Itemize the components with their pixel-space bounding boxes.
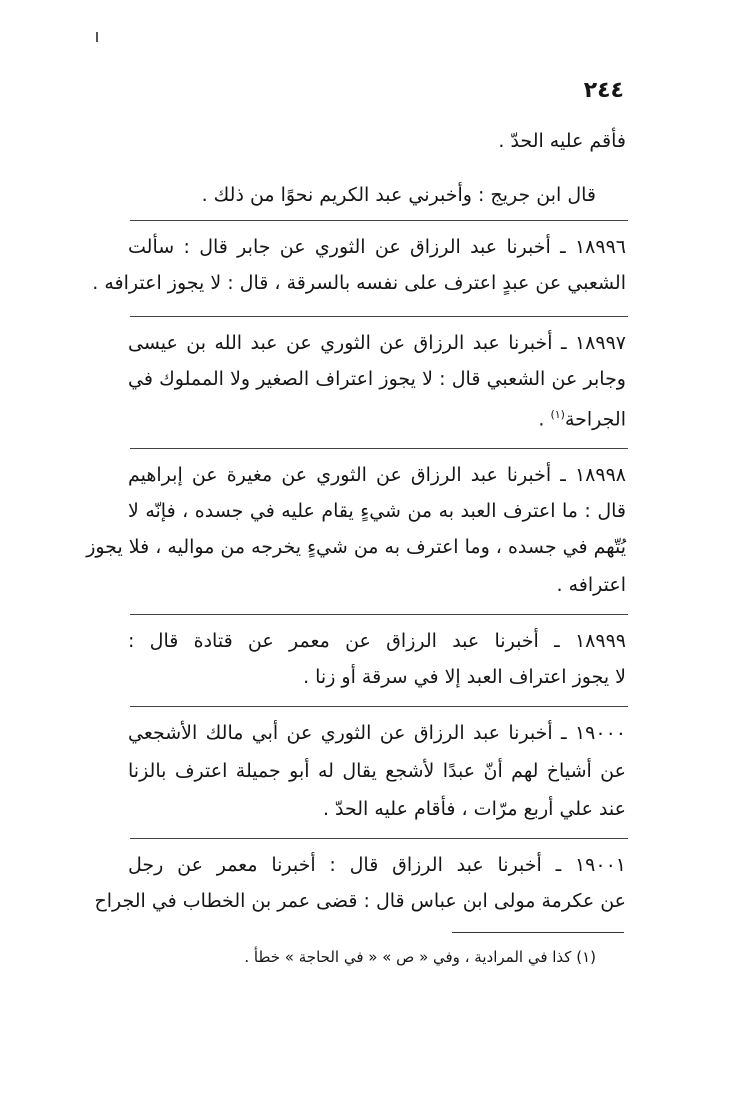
- hadith-divider: [130, 706, 628, 707]
- hadith-divider: [130, 614, 628, 615]
- text-line: ١٩٠٠٠ ـ أخبرنا عبد الرزاق عن الثوري عن أبي مالك الأشجعي: [128, 722, 626, 744]
- hadith-divider: [130, 448, 628, 449]
- text-line: اعترافه .: [556, 574, 626, 596]
- hadith-divider: [130, 838, 628, 839]
- text-line: ١٨٩٩٦ ـ أخبرنا عبد الرزاق عن الثوري عن جابر قال : سألت: [128, 236, 626, 258]
- text-line: يُتّهم في جسده ، وما اعترف به من شيءٍ يخرجه من مواليه ، فلا يجوز: [86, 536, 626, 558]
- footnote-rule: [452, 932, 624, 933]
- text-line: الشعبي عن عبدٍ اعترف على نفسه بالسرقة ، قال : لا يجوز اعترافه .: [92, 272, 626, 294]
- text-line: قال ابن جريج : وأخبرني عبد الكريم نحوًا من ذلك .: [201, 184, 596, 206]
- text-line: عن أشياخ لهم أنّ عبدًا لأشجع يقال له أبو جميلة اعترف بالزنا: [128, 760, 626, 782]
- footnote-ref: (١): [550, 408, 565, 421]
- text-fragment: .: [538, 408, 551, 431]
- text-line: فأقم عليه الحدّ .: [498, 130, 626, 152]
- text-line: ١٨٩٩٩ ـ أخبرنا عبد الرزاق عن معمر عن قتادة قال :: [128, 630, 626, 652]
- text-line: ١٨٩٩٨ ـ أخبرنا عبد الرزاق عن الثوري عن مغيرة عن إبراهيم: [128, 464, 626, 486]
- hadith-divider: [130, 220, 628, 221]
- text-line: لا يجوز اعتراف العبد إلا في سرقة أو زنا .: [303, 666, 626, 688]
- hadith-divider: [130, 316, 628, 317]
- margin-mark: [96, 32, 98, 42]
- text-fragment: الجراحة: [564, 408, 626, 431]
- footnote: (١) كذا في المرادية ، وفي « ص » « في الحاجة » خطأ .: [244, 948, 596, 966]
- text-line: وجابر عن الشعبي قال : لا يجوز اعتراف الصغير ولا المملوك في: [128, 368, 626, 390]
- text-line: قال : ما اعترف العبد به من شيءٍ يقام عليه في جسده ، فإنّه لا: [128, 500, 626, 522]
- text-line: ١٨٩٩٧ ـ أخبرنا عبد الرزاق عن الثوري عن عبد الله بن عيسى: [128, 332, 626, 354]
- text-line: [538, 400, 626, 434]
- text-line: عند علي أربع مرّات ، فأقام عليه الحدّ .: [322, 798, 626, 820]
- text-line: عن عكرمة مولى ابن عباس قال : قضى عمر بن الخطاب في الجراح: [94, 890, 626, 912]
- page-number: ٢٤٤: [583, 78, 624, 103]
- text-line: ١٩٠٠١ ـ أخبرنا عبد الرزاق قال : أخبرنا معمر عن رجل: [128, 854, 626, 876]
